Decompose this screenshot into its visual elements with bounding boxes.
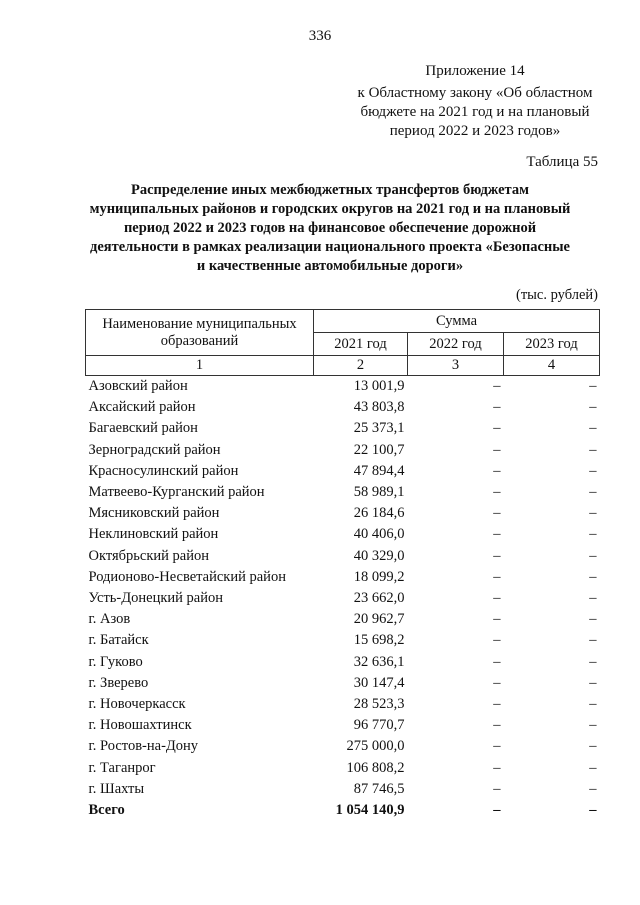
table-row	[86, 503, 600, 524]
row-value-2022: –	[493, 526, 501, 543]
table-row	[86, 609, 600, 630]
row-value-2022: –	[493, 717, 501, 734]
row-value-2022: –	[493, 399, 501, 416]
row-name: Усть-Донецкий район	[88, 590, 223, 607]
row-value-2023: –	[589, 547, 597, 564]
title-line: деятельности в рамках реализации национального проекта «Безопасные	[89, 239, 570, 255]
row-value-2022: –	[493, 420, 501, 437]
row-value-2023: –	[589, 505, 597, 522]
total-name: Всего	[88, 802, 125, 819]
table-row	[86, 588, 600, 609]
row-name: г. Новошахтинск	[88, 717, 192, 734]
row-name: г. Ростов-на-Дону	[88, 738, 199, 755]
row-value-2021: 96 770,7	[353, 717, 405, 734]
row-name: Зерноградский район	[88, 441, 221, 458]
header-name	[86, 310, 314, 356]
header-col-number: 3	[408, 356, 504, 376]
row-value-2022: –	[493, 780, 501, 797]
table-row	[86, 736, 600, 757]
table-row	[86, 376, 600, 398]
appendix-line: бюджете на 2021 год и на плановый	[360, 104, 590, 120]
total-value-2022: –	[493, 802, 501, 819]
row-value-2023: –	[589, 484, 597, 501]
table-row	[86, 397, 600, 418]
row-name: г. Азов	[88, 611, 131, 628]
title-line: и качественные автомобильные дороги»	[196, 258, 464, 274]
appendix-title: Приложение 14	[425, 63, 525, 79]
appendix-line: период 2022 и 2023 годов»	[389, 123, 561, 139]
table-body	[86, 376, 600, 822]
table-row	[86, 567, 600, 588]
row-name: г. Новочеркасск	[88, 696, 186, 713]
table-row	[86, 524, 600, 545]
title-line: Распределение иных межбюджетных трансфертов бюджетам	[131, 182, 529, 198]
row-value-2023: –	[589, 632, 597, 649]
row-value-2023: –	[589, 780, 597, 797]
budget-table	[85, 309, 600, 821]
header-year-2023: 2023 год	[504, 333, 600, 356]
row-value-2022: –	[493, 632, 501, 649]
row-value-2023: –	[589, 462, 597, 479]
table-row	[86, 546, 600, 567]
row-value-2022: –	[493, 590, 501, 607]
header-year-2021: 2021 год	[314, 333, 408, 356]
table-row	[86, 652, 600, 673]
row-value-2022: –	[493, 568, 501, 585]
row-name: Неклиновский район	[88, 526, 219, 543]
row-value-2021: 25 373,1	[353, 420, 405, 437]
row-value-2022: –	[493, 653, 501, 670]
table-row	[86, 461, 600, 482]
row-value-2021: 40 406,0	[353, 526, 405, 543]
table-row	[86, 482, 600, 503]
row-value-2021: 32 636,1	[353, 653, 405, 670]
row-value-2023: –	[589, 568, 597, 585]
total-value-2021: 1 054 140,9	[335, 802, 405, 819]
header-col-number: 4	[504, 356, 600, 376]
appendix-line: к Областному закону «Об областном	[357, 85, 593, 101]
row-value-2021: 43 803,8	[353, 399, 405, 416]
title-line: период 2022 и 2023 годов на финансовое обеспечение дорожной	[123, 220, 537, 236]
table-row	[86, 630, 600, 651]
row-value-2023: –	[589, 399, 597, 416]
row-value-2021: 30 147,4	[353, 674, 405, 691]
table-row	[86, 779, 600, 800]
table-label: Таблица 55	[526, 154, 598, 170]
row-value-2023: –	[589, 759, 597, 776]
row-value-2023: –	[589, 378, 597, 394]
row-value-2021: 20 962,7	[353, 611, 405, 628]
row-value-2021: 26 184,6	[353, 505, 405, 522]
row-value-2021: 18 099,2	[353, 568, 405, 585]
row-value-2023: –	[589, 653, 597, 670]
row-name: г. Таганрог	[88, 759, 156, 776]
row-value-2023: –	[589, 696, 597, 713]
table-row	[86, 715, 600, 736]
row-value-2022: –	[493, 674, 501, 691]
row-name: г. Зверево	[88, 674, 149, 691]
row-value-2021: 28 523,3	[353, 696, 405, 713]
row-name: Красносулинский район	[88, 462, 239, 479]
row-name: г. Шахты	[88, 780, 145, 797]
row-value-2022: –	[493, 441, 501, 458]
row-value-2021: 15 698,2	[353, 632, 405, 649]
row-value-2023: –	[589, 526, 597, 543]
row-value-2021: 23 662,0	[353, 590, 405, 607]
table-row	[86, 418, 600, 439]
header-col-number: 2	[314, 356, 408, 376]
units-label: (тыс. рублей)	[516, 287, 598, 303]
row-name: Багаевский район	[88, 420, 198, 437]
row-name: Азовский район	[88, 378, 188, 394]
header-sum: Сумма	[314, 310, 600, 333]
row-value-2022: –	[493, 759, 501, 776]
row-value-2022: –	[493, 547, 501, 564]
title-line: муниципальных районов и городских округов на 2021 год и на плановый	[89, 201, 571, 217]
row-value-2021: 22 100,7	[353, 441, 405, 458]
row-value-2023: –	[589, 420, 597, 437]
row-value-2022: –	[493, 484, 501, 501]
row-value-2023: –	[589, 611, 597, 628]
row-name: Матвеево-Курганский район	[88, 484, 265, 501]
table-row	[86, 440, 600, 461]
row-value-2023: –	[589, 717, 597, 734]
row-value-2022: –	[493, 378, 501, 394]
row-value-2022: –	[493, 696, 501, 713]
row-value-2023: –	[589, 674, 597, 691]
row-value-2022: –	[493, 462, 501, 479]
page-number: 336	[308, 28, 332, 44]
total-value-2023: –	[589, 802, 597, 819]
table-row	[86, 673, 600, 694]
row-value-2021: 275 000,0	[346, 738, 405, 755]
row-name: Аксайский район	[88, 399, 196, 416]
row-value-2021: 47 894,4	[353, 462, 405, 479]
total-row	[86, 800, 600, 821]
row-name: г. Гуково	[88, 653, 143, 670]
row-value-2022: –	[493, 505, 501, 522]
row-name: Октябрьский район	[88, 547, 209, 564]
row-value-2023: –	[589, 441, 597, 458]
appendix-block	[330, 62, 620, 141]
header-name-line: образований	[160, 332, 239, 349]
row-name: Родионово-Несветайский район	[88, 568, 286, 585]
table-row	[86, 758, 600, 779]
table-row	[86, 694, 600, 715]
row-value-2021: 106 808,2	[346, 759, 405, 776]
row-value-2021: 58 989,1	[353, 484, 405, 501]
header-name-line: Наименование муниципальных	[102, 315, 297, 332]
row-value-2022: –	[493, 611, 501, 628]
row-value-2023: –	[589, 738, 597, 755]
document-title	[68, 181, 592, 276]
row-value-2021: 40 329,0	[353, 547, 405, 564]
row-value-2023: –	[589, 590, 597, 607]
row-name: г. Батайск	[88, 632, 149, 649]
row-name: Мясниковский район	[88, 505, 220, 522]
header-year-2022: 2022 год	[408, 333, 504, 356]
row-value-2021: 13 001,9	[353, 378, 405, 394]
row-value-2022: –	[493, 738, 501, 755]
header-col-number: 1	[86, 356, 314, 376]
row-value-2021: 87 746,5	[353, 780, 405, 797]
